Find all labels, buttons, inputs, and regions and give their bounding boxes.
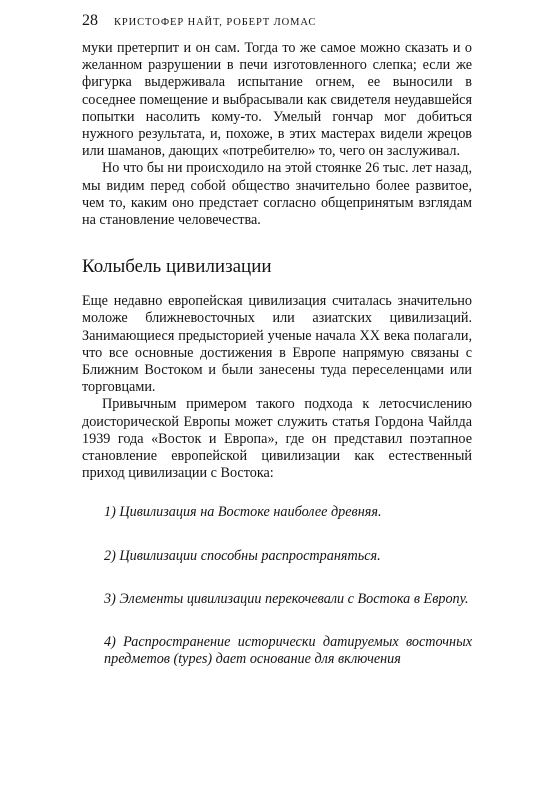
paragraph: Еще недавно европейская цивилизация считалась значительно моложе ближневосточных или азиатских цивилизаций. Занимающиеся предысторией ученые начала XX века полагали, что все основные достижения в Европе напрямую связаны с Ближним Востоком и были занесены туда переселенцами или торговцами.: [82, 293, 472, 396]
page-number: 28: [82, 12, 98, 29]
section-title: Колыбель цивилизации: [82, 256, 272, 278]
paragraph: Но что бы ни происходило на этой стоянке 26 тыс. лет назад, мы видим перед собой общество значительно более развитое, чем то, каким оно предстает согласно общепринятым взглядам на становление человечества.: [82, 160, 472, 229]
running-header-authors: КРИСТОФЕР НАЙТ, РОБЕРТ ЛОМАС: [114, 17, 317, 28]
page-body: [82, 40, 472, 694]
list-item: 4) Распространение исторически датируемых восточных предметов (types) дает основание для включения: [104, 634, 472, 668]
list-item: 3) Элементы цивилизации перекочевали с Востока в Европу.: [104, 590, 469, 607]
paragraph: Привычным примером такого подхода к летосчислению доисторической Европы может служить статья Гордона Чайлда 1939 года «Восток и Европа», где он представил поэтапное становление европейской цивилизации как естественный приход цивилизации с Востока:: [82, 396, 472, 482]
list-item: 2) Цивилизации способны распространяться.: [104, 547, 381, 564]
list-item: 1) Цивилизация на Востоке наиболее древняя.: [104, 504, 382, 521]
numbered-list: [82, 504, 472, 668]
paragraph: муки претерпит и он сам. Тогда то же самое можно сказать и о желанном разрушении в печи изготовленного слепка; если же фигурка выдерживала испытание огнем, ее выносили в соседнее помещение и выбрасывали как свидетеля неудавшейся попытки насолить кому-то. Умелый гончар мог добиться нужного результата, и, похоже, в этих мастерах видели жрецов или шаманов, дающих «потребителю» то, чего он заслуживал.: [82, 40, 472, 160]
running-header: [82, 12, 472, 34]
